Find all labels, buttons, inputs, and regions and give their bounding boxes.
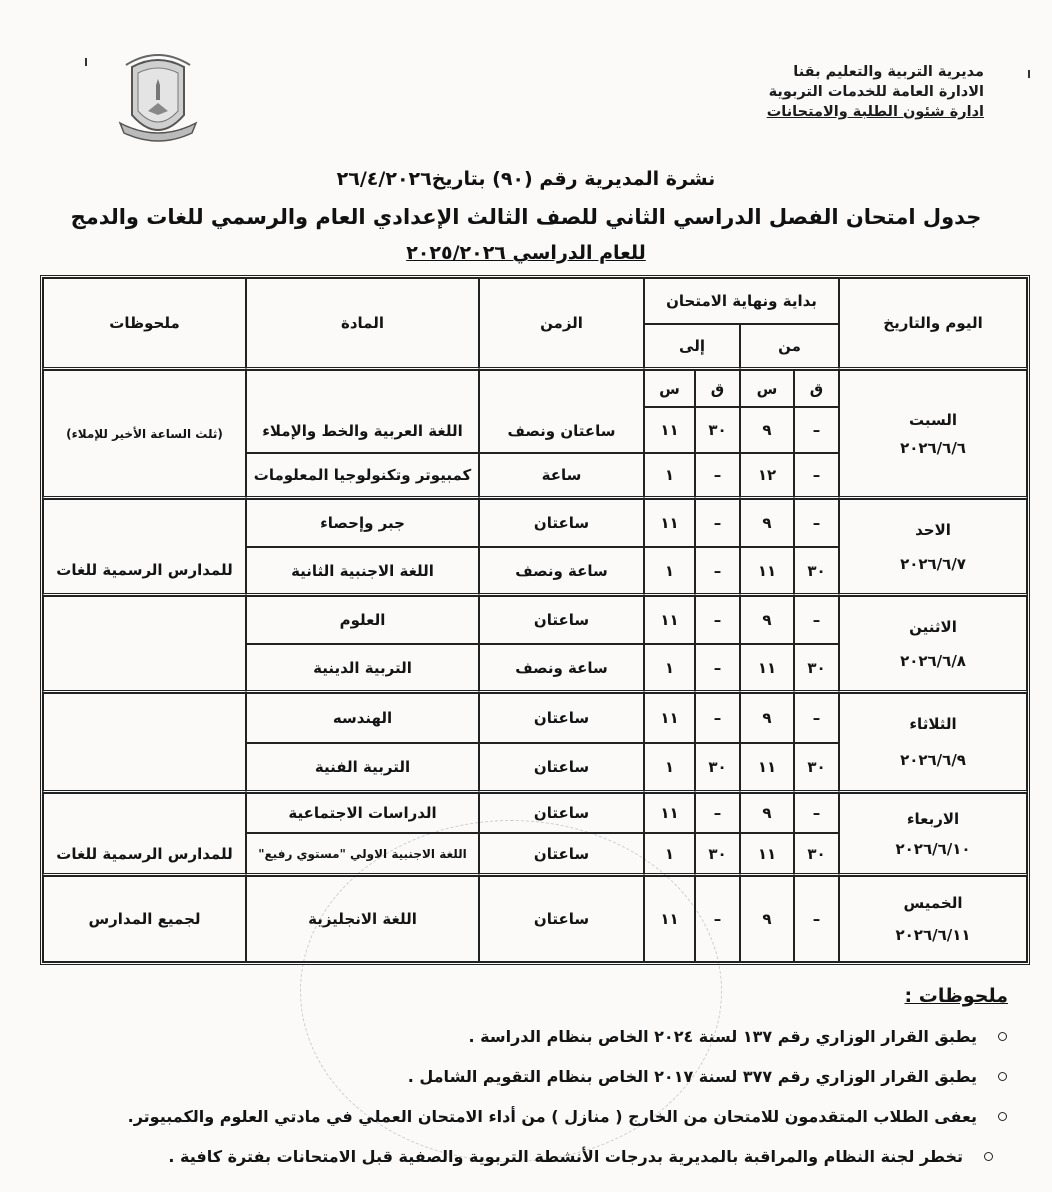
to-minute: –	[695, 693, 740, 743]
bullet-icon	[998, 1032, 1007, 1041]
day-name: الاربعاء	[906, 809, 960, 828]
day-name: الخميس	[903, 894, 963, 912]
from-minute: –	[794, 693, 839, 743]
subheader-from-minute: ق	[794, 370, 839, 407]
from-hour: ٩	[740, 499, 794, 547]
from-hour: ١٢	[740, 453, 794, 499]
header-exam-time: بداية ونهاية الامتحان	[644, 278, 839, 324]
day-name: الاثنين	[909, 617, 957, 636]
subject-cell: اللغة العربية والخط والإملاء	[246, 370, 479, 453]
to-hour: ١١	[644, 499, 695, 547]
to-minute: ٣٠	[695, 833, 740, 876]
notes-cell	[43, 693, 246, 793]
duration-cell: ساعة ونصف	[479, 644, 644, 693]
to-hour: ١	[644, 833, 695, 876]
subject-cell: اللغة الاجنبية الثانية	[246, 547, 479, 596]
duration-cell: ساعتان	[479, 833, 644, 876]
day-name: السبت	[908, 410, 958, 429]
duration-cell: ساعتان	[479, 743, 644, 793]
duration-cell: ساعتان ونصف	[479, 370, 644, 453]
notes-cell: للمدارس الرسمية للغات	[43, 793, 246, 876]
academic-year: للعام الدراسي ٢٠٢٥/٢٠٢٦	[406, 242, 646, 264]
duration-cell: ساعتان	[479, 793, 644, 833]
day-date: ٢٠٢٦/٦/١٠	[895, 839, 971, 858]
subject-cell: الهندسه	[246, 693, 479, 743]
subject-cell: اللغة الانجليزية	[246, 876, 479, 962]
day-cell	[839, 793, 1027, 876]
duration-cell: ساعتان	[479, 693, 644, 743]
note-text: يطبق القرار الوزاري رقم ١٣٧ لسنة ٢٠٢٤ الخاص بنظام الدراسة .	[468, 1027, 977, 1046]
directorate-name: مديرية التربية والتعليم بقنا	[793, 64, 984, 80]
to-hour: ١	[644, 453, 695, 499]
from-minute: ٣٠	[794, 644, 839, 693]
scan-mark	[85, 58, 87, 66]
from-minute: –	[794, 793, 839, 833]
subject-cell: كمبيوتر وتكنولوجيا المعلومات	[246, 453, 479, 499]
from-hour: ١١	[740, 833, 794, 876]
department-name: الادارة العامة للخدمات التربوية	[768, 84, 984, 100]
day-cell	[839, 693, 1027, 793]
note-item	[17, 1105, 1007, 1145]
from-hour: ٩	[740, 407, 794, 453]
to-hour: ١	[644, 547, 695, 596]
from-minute: ٣٠	[794, 833, 839, 876]
from-minute: –	[794, 596, 839, 644]
header-notes: ملحوظات	[43, 278, 246, 370]
header-duration: الزمن	[479, 278, 644, 370]
to-minute: –	[695, 547, 740, 596]
notes-list	[17, 1025, 1007, 1185]
to-minute: –	[695, 596, 740, 644]
to-minute: ٣٠	[695, 743, 740, 793]
to-hour: ١١	[644, 596, 695, 644]
day-date: ٢٠٢٦/٦/٨	[900, 651, 966, 670]
to-minute: –	[695, 793, 740, 833]
note-text: يطبق القرار الوزاري رقم ٣٧٧ لسنة ٢٠١٧ الخاص بنظام التقويم الشامل .	[407, 1067, 977, 1086]
duration-cell: ساعتان	[479, 876, 644, 962]
subject-cell: العلوم	[246, 596, 479, 644]
ministry-emblem-logo	[112, 45, 204, 155]
from-hour: ١١	[740, 743, 794, 793]
header-subject: المادة	[246, 278, 479, 370]
notes-cell	[43, 596, 246, 693]
subject-cell: التربية الفنية	[246, 743, 479, 793]
note-text: يعفى الطلاب المتقدمون للامتحان من الخارج ( منازل ) من أداء الامتحان العملي في مادتي العلوم والكمبيوتر.	[127, 1107, 977, 1126]
notes-cell: لجميع المدارس	[43, 876, 246, 962]
duration-cell: ساعتان	[479, 596, 644, 644]
day-name: الاحد	[915, 520, 951, 539]
day-date: ٢٠٢٦/٦/٩	[900, 751, 966, 769]
header-to: إلى	[644, 324, 740, 370]
day-date: ٢٠٢٦/٦/٧	[900, 554, 966, 573]
to-minute: –	[695, 876, 740, 962]
day-date: ٢٠٢٦/٦/٦	[900, 438, 966, 457]
from-minute: –	[794, 499, 839, 547]
from-hour: ٩	[740, 596, 794, 644]
note-item	[17, 1145, 993, 1185]
note-item	[17, 1025, 1007, 1065]
day-date: ٢٠٢٦/٦/١١	[895, 926, 971, 944]
to-hour: ١١	[644, 693, 695, 743]
from-minute: ٣٠	[794, 547, 839, 596]
exam-schedule-table	[40, 275, 1030, 965]
to-hour: ١١	[644, 876, 695, 962]
from-hour: ١١	[740, 547, 794, 596]
to-minute: –	[695, 644, 740, 693]
from-minute: ٣٠	[794, 743, 839, 793]
day-name: الثلاثاء	[909, 715, 957, 733]
from-hour: ٩	[740, 876, 794, 962]
subject-cell: الدراسات الاجتماعية	[246, 793, 479, 833]
subheader-to-minute: ق	[695, 370, 740, 407]
duration-cell: ساعة ونصف	[479, 547, 644, 596]
duration-cell: ساعة	[479, 453, 644, 499]
subheader-from-hour: س	[740, 370, 794, 407]
from-hour: ٩	[740, 693, 794, 743]
from-hour: ١١	[740, 644, 794, 693]
subject-cell: التربية الدينية	[246, 644, 479, 693]
header-from: من	[740, 324, 839, 370]
note-item	[17, 1065, 1007, 1105]
bullet-icon	[984, 1152, 993, 1161]
subject-cell: اللغة الاجنبية الاولي "مستوي رفيع"	[246, 833, 479, 876]
to-minute: –	[695, 499, 740, 547]
header-day-date: اليوم والتاريخ	[839, 278, 1027, 370]
from-minute: –	[794, 453, 839, 499]
from-minute: –	[794, 407, 839, 453]
bullet-icon	[998, 1072, 1007, 1081]
bullet-icon	[998, 1112, 1007, 1121]
subheader-to-hour: س	[644, 370, 695, 407]
day-cell	[839, 370, 1027, 499]
to-hour: ١١	[644, 793, 695, 833]
bulletin-title: نشرة المديرية رقم (٩٠) بتاريخ٢٦/٤/٢٠٢٦	[336, 168, 716, 190]
to-hour: ١	[644, 743, 695, 793]
to-hour: ١١	[644, 407, 695, 453]
day-cell	[839, 876, 1027, 962]
day-cell	[839, 596, 1027, 693]
to-minute: –	[695, 453, 740, 499]
day-cell	[839, 499, 1027, 596]
schedule-title: جدول امتحان الفصل الدراسي الثاني للصف الثالث الإعدادي العام والرسمي للغات والدمج	[70, 205, 982, 229]
shield-emblem-icon	[112, 45, 204, 155]
scan-mark	[1028, 70, 1030, 78]
duration-cell: ساعتان	[479, 499, 644, 547]
notes-cell: (ثلث الساعة الأخير للإملاء)	[43, 370, 246, 499]
office-name: ادارة شئون الطلبة والامتحانات	[766, 104, 984, 120]
note-text: تخطر لجنة النظام والمراقبة بالمديرية بدرجات الأنشطة التربوية والصفية قبل الامتحانات بفترة كافية .	[168, 1147, 963, 1166]
from-hour: ٩	[740, 793, 794, 833]
to-minute: ٣٠	[695, 407, 740, 453]
notes-heading: ملحوظات :	[904, 985, 1008, 1007]
subject-cell: جبر وإحصاء	[246, 499, 479, 547]
from-minute: –	[794, 876, 839, 962]
organization-header	[684, 62, 984, 122]
to-hour: ١	[644, 644, 695, 693]
notes-cell: للمدارس الرسمية للغات	[43, 499, 246, 596]
